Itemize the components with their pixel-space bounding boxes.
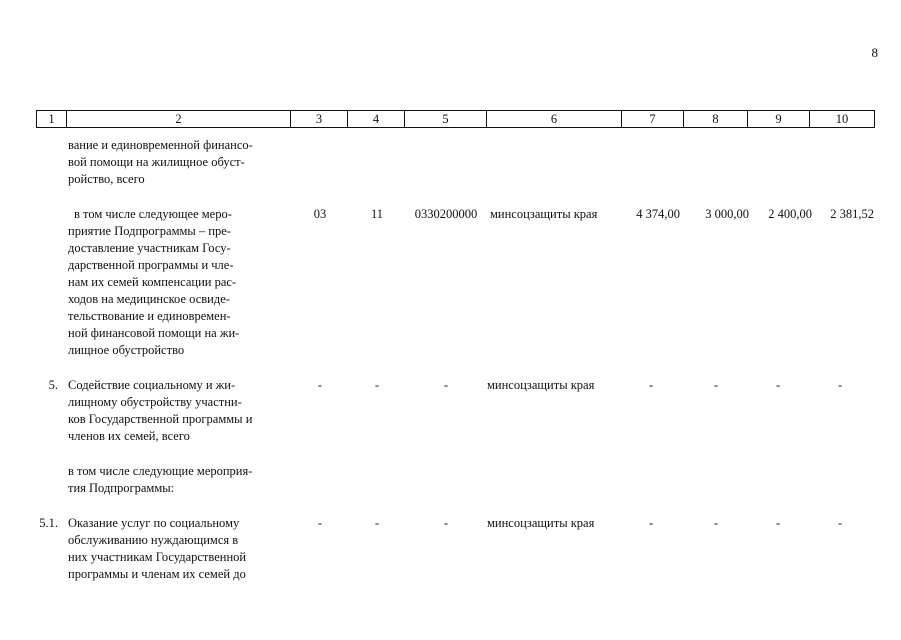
cell-col7: - <box>649 378 654 392</box>
col-header-8: 8 <box>684 111 748 128</box>
cell-executor: минсоцзащиты края <box>487 378 595 392</box>
table-row-desc: в том числе следующее меро- приятие Подпрограммы – пре- доставление участникам Госу- дарственной программы и чле- нам их семей компенсации рас- ходов на медицинское освиде- тельствование и единовремен- ной финансовой помощи на жи- лищное обустройство <box>68 207 240 357</box>
col-header-3: 3 <box>291 111 348 128</box>
col-header-7: 7 <box>622 111 684 128</box>
table-row-desc: Оказание услуг по социальному обслуживанию нуждающимся в них участникам Государственной программы и членам их семей до <box>68 516 247 581</box>
col-header-10: 10 <box>810 111 875 128</box>
cell-section: 03 <box>313 207 327 221</box>
cell-subsection: - <box>374 516 380 530</box>
cell-target-code: - <box>443 378 449 392</box>
cell-target-code: 0330200000 <box>414 207 478 221</box>
table-header-row <box>36 110 875 128</box>
cell-col10: - <box>838 378 843 392</box>
row-number: 5. <box>48 378 58 392</box>
cell-target-code: - <box>443 516 449 530</box>
cell-col10: 2 381,52 <box>830 207 874 221</box>
cell-executor: минсоцзащиты края <box>487 516 595 530</box>
cell-col8: 3 000,00 <box>705 207 749 221</box>
cell-col9: - <box>776 378 781 392</box>
cell-executor: минсоцзащиты края <box>490 207 598 221</box>
cell-col7: - <box>649 516 654 530</box>
table-row-desc: Содействие социальному и жи- лищному обустройству участни- ков Государственной программы и членов их семей, всего <box>68 378 253 443</box>
col-header-2: 2 <box>67 111 291 128</box>
table-row-desc: в том числе следующие мероприя- тия Подпрограммы: <box>68 464 253 495</box>
cell-col9: 2 400,00 <box>768 207 812 221</box>
col-header-6: 6 <box>487 111 622 128</box>
cell-col9: - <box>776 516 781 530</box>
cell-col8: - <box>714 378 719 392</box>
row-number: 5.1. <box>39 516 58 530</box>
cell-col8: - <box>714 516 719 530</box>
col-header-4: 4 <box>348 111 405 128</box>
cell-col10: - <box>838 516 843 530</box>
cell-subsection: - <box>374 378 380 392</box>
col-header-9: 9 <box>748 111 810 128</box>
cell-section: - <box>317 378 323 392</box>
col-header-1: 1 <box>37 111 67 128</box>
table-row-desc: вание и единовременной финансо- вой помощи на жилищное обуст- ройство, всего <box>68 138 253 186</box>
cell-section: - <box>317 516 323 530</box>
cell-col7: 4 374,00 <box>636 207 680 221</box>
col-header-5: 5 <box>405 111 487 128</box>
cell-subsection: 11 <box>370 207 384 221</box>
page-number: 8 <box>871 45 878 60</box>
